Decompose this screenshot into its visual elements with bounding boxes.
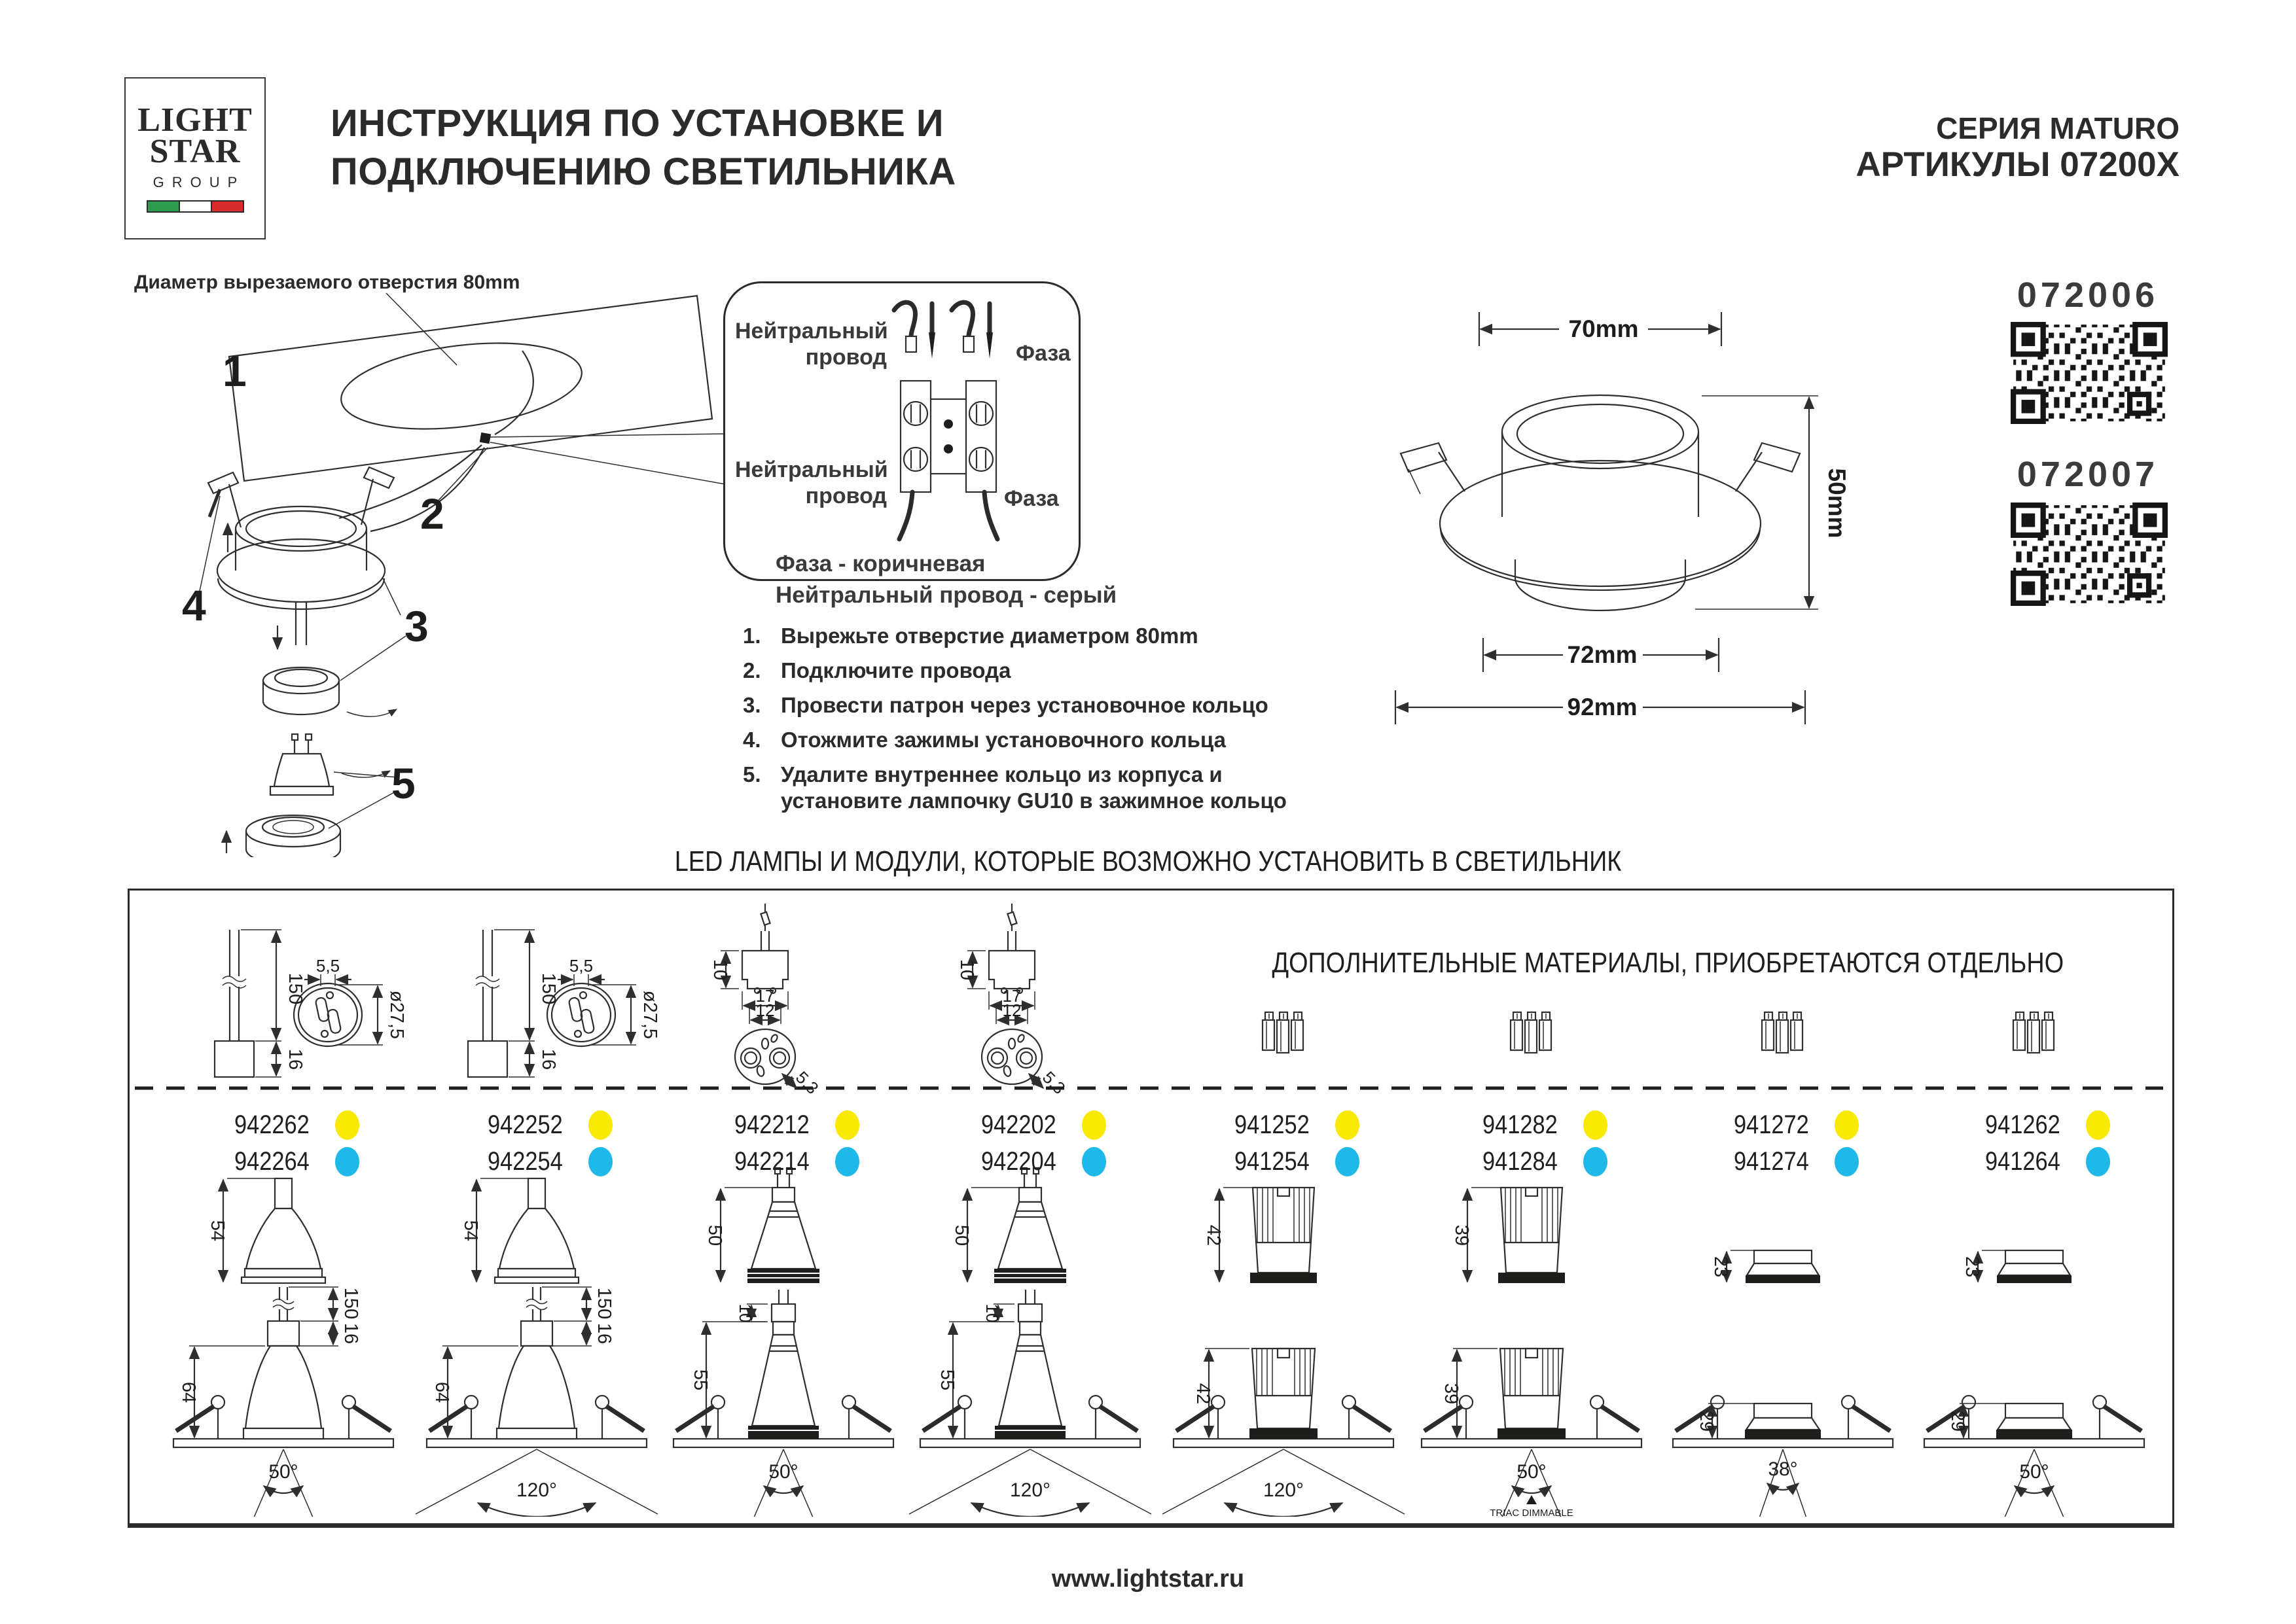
beam-angle-label: 50° [1516,1461,1547,1483]
cool-color-dot [2086,1147,2110,1176]
article-number-072007: 072007 [2017,455,2159,494]
dim-top-width: 70mm [1568,315,1639,342]
dim-height: 50mm [1823,468,1850,538]
article-cool: 942264 [234,1146,310,1176]
article-cool: 942254 [487,1146,563,1176]
gu10-base-dim: 16 [285,1048,306,1070]
phase-label-bottom: Фаза [1004,486,1059,511]
article-pair-col1 [175,1106,391,1180]
beam-angle-label: 50° [2019,1461,2049,1483]
install-height-dim: 64 [431,1381,452,1403]
article-pair-col6 [1424,1106,1640,1180]
article-pair-col4 [922,1106,1138,1180]
triac-triangle-icon [1526,1495,1537,1504]
warm-color-dot [1835,1110,1859,1140]
install-wire-dim: 150 [340,1287,361,1320]
cool-color-dot [1082,1147,1106,1176]
lamp-height-dim: 50 [951,1224,972,1246]
article-cool: 942204 [980,1146,1056,1176]
italian-flag-icon [147,200,244,213]
warm-color-dot [335,1110,359,1140]
step-4: 4. Отожмите зажимы установочного кольца [743,728,1226,752]
article-pair-col8 [1926,1106,2142,1180]
terminal-block-diagram [885,296,1016,564]
hole-diameter-label: Диаметр вырезаемого отверстия 80mm [134,272,520,293]
step-5: 5. Удалите внутреннее кольцо из корпуса и установите лампочку GU10 в зажимное кольцо [743,762,1287,813]
gu10-pin-gap-dim: 5,5 [315,956,340,976]
mr16-width-dim: 17 [755,986,775,1006]
cool-color-dot [1835,1147,1859,1176]
warm-color-dot [1082,1110,1106,1140]
article-pair-col5 [1175,1106,1391,1180]
beam-angle-label: 50° [268,1461,298,1483]
article-warm: 941262 [1984,1110,2060,1139]
article-cool: 942214 [734,1146,810,1176]
step-marker-3: 3 [404,602,429,650]
install-wire-dim: 150 [594,1287,615,1320]
dim-mid-width: 72mm [1567,641,1638,668]
install-height-dim: 64 [178,1381,199,1403]
lamp-height-dim: 42 [1203,1224,1224,1246]
neutral-color-note: Нейтральный провод - серый [776,582,1117,608]
title-line-1: ИНСТРУКЦИЯ ПО УСТАНОВКЕ И [331,102,944,145]
gu10-wire-dim: 150 [285,972,306,1005]
lamp-height-dim: 54 [207,1220,228,1242]
fixture-isometric [1401,395,1800,610]
mr16-socket-height-dim: 10 [956,959,977,981]
lamp-holder [263,667,339,715]
neutral-wire-label-bottom: Нейтральный провод [735,457,888,508]
neutral-wire-label-top: Нейтральный провод [735,319,888,370]
article-pair-col2 [429,1106,645,1180]
install-base-dim: 16 [340,1322,361,1345]
fixture-dimensions-drawing [1355,298,1872,756]
cool-color-dot [835,1147,859,1176]
article-warm: 942212 [734,1110,810,1139]
article-cool: 941284 [1482,1146,1558,1176]
cool-color-dot [1335,1147,1359,1176]
website-url: www.lightstar.ru [1051,1565,1245,1593]
mr16-pin-gap-dim: 5,3 [1038,1067,1069,1099]
logo-star: STAR [149,132,241,170]
gu10-wire-dim: 150 [538,972,559,1005]
gu10-pin-gap-dim: 5,5 [569,956,594,976]
step-marker-2: 2 [420,489,444,538]
beam-angle-label: 120° [1263,1479,1304,1501]
article-cool: 941264 [1984,1146,2060,1176]
install-socket-dim: 10 [736,1303,755,1323]
warm-color-dot [1335,1110,1359,1140]
article-warm: 941282 [1482,1110,1558,1139]
wire-color-notes [776,548,1117,611]
led-section-title: LED ЛАМПЫ И МОДУЛИ, КОТОРЫЕ ВОЗМОЖНО УСТАНОВИТЬ В СВЕТИЛЬНИК [674,845,1622,877]
gu10-diameter-dim: ø27,5 [639,990,660,1040]
mr16-pin-gap-dim: 5,3 [791,1067,823,1099]
phase-label-top: Фаза [1016,341,1071,366]
led-table-drawings [130,891,2168,1517]
phase-color-note: Фаза - коричневая [776,551,986,576]
gu10-base-dim: 16 [538,1048,559,1070]
warm-color-dot [588,1110,613,1140]
beam-angle-label: 120° [1009,1479,1051,1501]
article-warm: 942262 [234,1110,310,1139]
step-1: 1. Вырежьте отверстие диаметром 80mm [743,624,1198,648]
install-height-dim: 42 [1193,1383,1213,1405]
warm-color-dot [2086,1110,2110,1140]
warm-color-dot [1583,1110,1607,1140]
lamp-height-dim: 39 [1451,1224,1472,1246]
mr16-inner-width-dim: 12 [755,1000,775,1020]
gu10-diameter-dim: ø27,5 [386,990,407,1040]
article-warm: 942202 [980,1110,1056,1139]
mr16-width-dim: 17 [1002,986,1022,1006]
cutout-hole [336,331,586,441]
triac-dimmable-label: TRIAC DIMMABLE [1490,1508,1573,1517]
step-marker-4: 4 [182,581,206,629]
mr16-socket-height-dim: 10 [709,959,730,981]
logo-group: GROUP [152,173,245,190]
page-title [331,99,956,196]
installation-diagram [131,288,726,857]
cool-color-dot [1583,1147,1607,1176]
lightstar-logo [124,77,266,239]
articles-title: АРТИКУЛЫ 07200X [1856,145,2179,184]
dim-bottom-width: 92mm [1567,694,1638,720]
lamp-height-dim: 50 [704,1224,725,1246]
lamp-height-dim: 54 [460,1220,481,1242]
installation-steps [743,623,1332,822]
warm-color-dot [835,1110,859,1140]
install-height-dim: 29 [1947,1410,1968,1432]
mr16-inner-width-dim: 12 [1002,1000,1022,1020]
article-cool: 941274 [1733,1146,1809,1176]
gu10-lamp-drawing [270,734,333,795]
install-height-dim: 55 [690,1369,711,1391]
beam-angle-label: 50° [768,1461,798,1483]
series-name: СЕРИЯ MATURO [1936,111,2179,145]
series-block [1856,110,2179,183]
lamp-height-dim: 23 [1710,1256,1731,1278]
article-pair-col7 [1675,1106,1891,1180]
step-marker-5: 5 [391,759,416,807]
article-warm: 941272 [1733,1110,1809,1139]
beam-angle-label: 120° [516,1479,558,1501]
qr-code-072006 [2011,322,2168,424]
led-compatibility-table [128,889,2174,1528]
install-height-dim: 29 [1696,1410,1717,1432]
install-socket-dim: 10 [982,1303,1002,1323]
cool-color-dot [588,1147,613,1176]
beam-angle-label: 38° [1768,1458,1798,1480]
logo-light: LIGHT [137,101,253,139]
lamp-height-dim: 23 [1962,1256,1982,1278]
install-base-dim: 16 [594,1322,615,1345]
step-3: 3. Провести патрон через установочное кольцо [743,693,1268,717]
install-height-dim: 55 [937,1369,958,1391]
title-line-2: ПОДКЛЮЧЕНИЮ СВЕТИЛЬНИКА [331,150,956,193]
article-warm: 942252 [487,1110,563,1139]
article-cool: 941254 [1234,1146,1310,1176]
cool-color-dot [335,1147,359,1176]
install-height-dim: 39 [1441,1383,1462,1405]
extra-materials-title: ДОПОЛНИТЕЛЬНЫЕ МАТЕРИАЛЫ, ПРИОБРЕТАЮТСЯ ОТДЕЛЬНО [1272,947,2064,979]
step-marker-1: 1 [223,347,247,395]
article-number-072006: 072006 [2017,275,2159,315]
qr-code-072007 [2011,503,2168,606]
mounting-ring [208,467,394,609]
article-warm: 941252 [1234,1110,1310,1139]
article-pair-col3 [675,1106,891,1180]
step-2: 2. Подключите провода [743,658,1011,682]
